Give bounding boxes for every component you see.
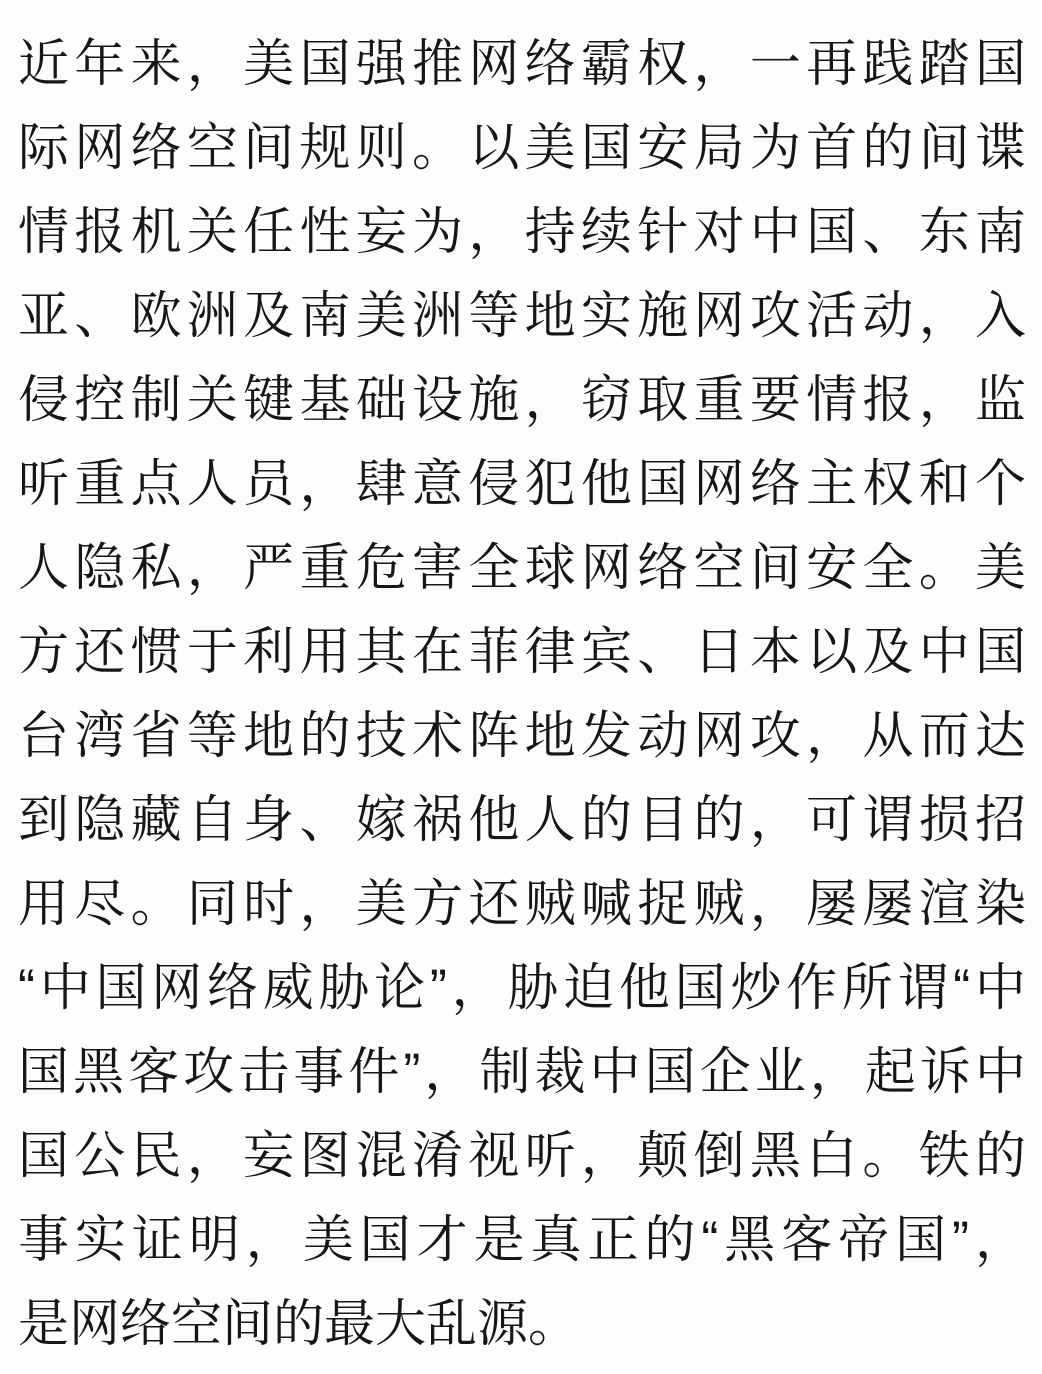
- text-line: 情报机关任性妄为，持续针对中国、东南: [18, 203, 1026, 260]
- text-line: 方还惯于利用其在菲律宾、日本以及中国: [18, 623, 1026, 680]
- text-line: 侵控制关键基础设施，窃取重要情报，监: [18, 371, 1026, 428]
- text-line: 近年来，美国强推网络霸权，一再践踏国: [18, 35, 1026, 92]
- text-line: 用尽。同时，美方还贼喊捉贼，屡屡渲染: [18, 875, 1026, 932]
- text-line: 听重点人员，肆意侵犯他国网络主权和个: [18, 455, 1026, 512]
- text-line: 台湾省等地的技术阵地发动网攻，从而达: [18, 707, 1026, 764]
- text-line: 是网络空间的最大乱源。: [18, 1295, 580, 1352]
- text-line: “中国网络威胁论”，胁迫他国炒作所谓“中: [18, 959, 1026, 1016]
- text-line: 亚、欧洲及南美洲等地实施网攻活动，入: [18, 287, 1026, 344]
- text-line: 人隐私，严重危害全球网络空间安全。美: [18, 539, 1026, 596]
- text-line: 事实证明，美国才是真正的“黑客帝国”，: [18, 1211, 1026, 1268]
- text-line: 到隐藏自身、嫁祸他人的目的，可谓损招: [18, 791, 1026, 848]
- text-line: 国黑客攻击事件”，制裁中国企业，起诉中: [18, 1043, 1026, 1100]
- text-line: 国公民，妄图混淆视听，颠倒黑白。铁的: [18, 1127, 1026, 1184]
- text-line: 际网络空间规则。以美国安局为首的间谍: [18, 119, 1026, 176]
